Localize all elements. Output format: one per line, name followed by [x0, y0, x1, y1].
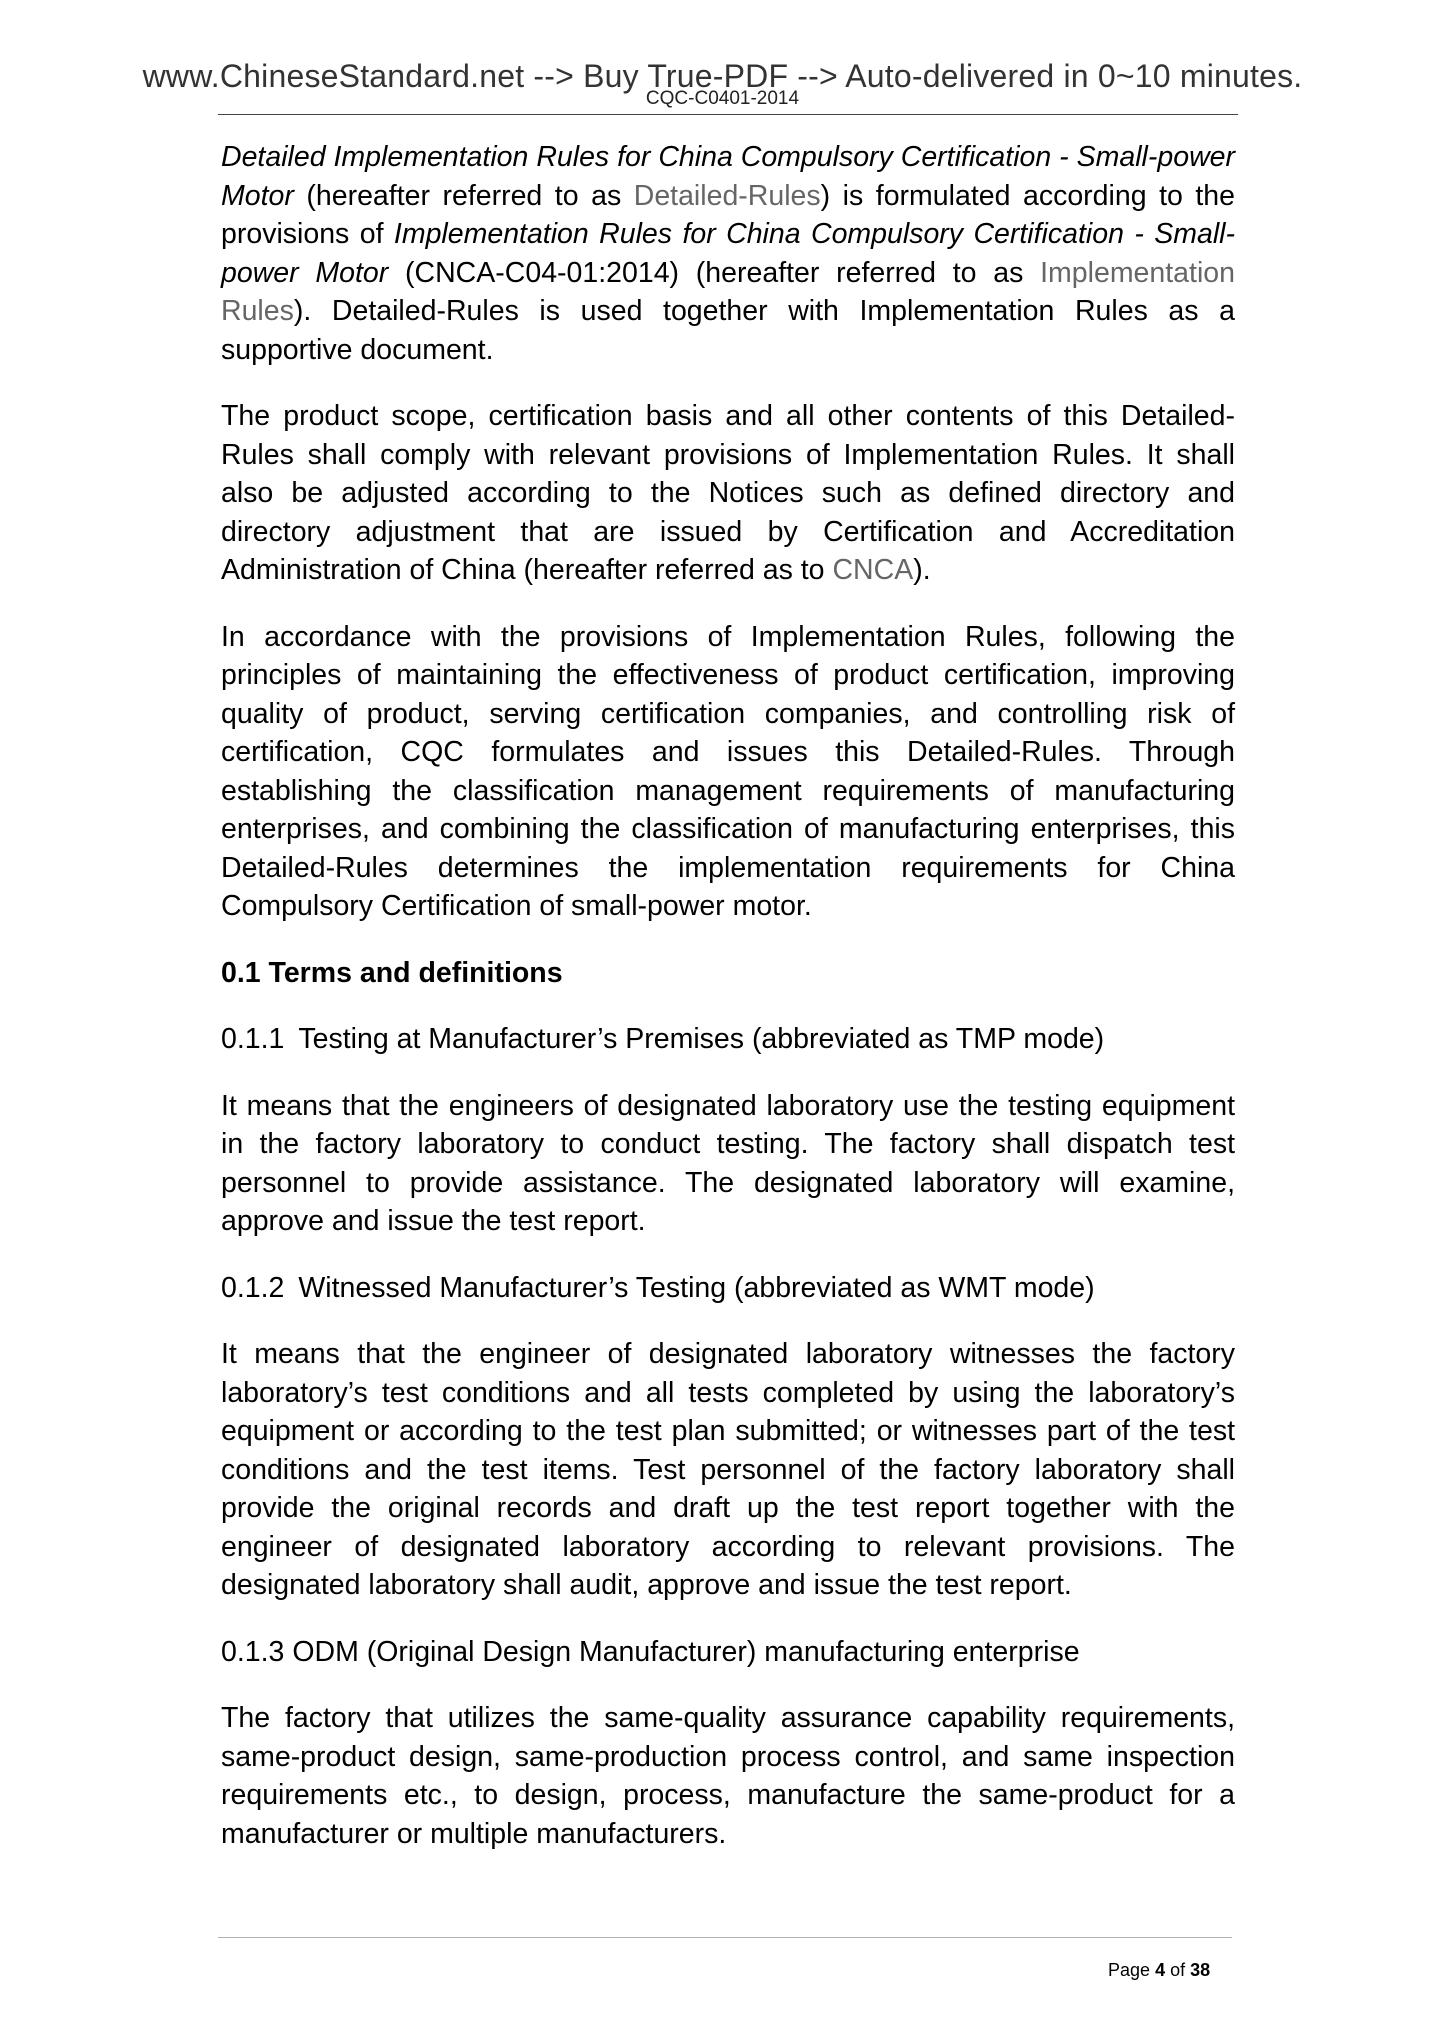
- clause-body-0-1-3: The factory that utilizes the same-quality assurance capability requirements, same-product design, same-production process control, and same inspection requirements etc., to design, process, manufacture the same-product for a manufacturer or multiple manufacturers.: [221, 1702, 1235, 1850]
- intro-paragraph-3: In accordance with the provisions of Implementation Rules, following the principles of maintaining the effectiveness of product certification, improving quality of product, serving certification companies, and controlling risk of certification, CQC formulates and issues this Detailed-Rules. Through establishing the classification management requirements of manufacturing enterprises, and combining the classification of manufacturing enterprises, this Detailed-Rules determines the implementation requirements for China Compulsory Certification of small-power motor.: [221, 620, 1235, 922]
- clause-title: Witnessed Manufacturer’s Testing (abbreviated as WMT mode): [298, 1271, 1095, 1304]
- detailed-rules-reference: Detailed-Rules: [633, 179, 821, 212]
- intro-paragraph-1: [221, 138, 1235, 369]
- document-code: CQC-C0401-2014: [645, 88, 800, 109]
- text-span: ) is formulated according to the provisions of: [221, 179, 1235, 250]
- page-of: of: [1170, 1960, 1186, 1980]
- text-span: ).: [913, 554, 931, 586]
- text-span: (CNCA-C04-01:2014) (hereafter referred to as: [388, 256, 1041, 289]
- text-span: (hereafter referred to as: [293, 179, 634, 212]
- clause-body-0-1-2: It means that the engineer of designated laboratory witnesses the factory laboratory’s test conditions and all tests completed by using the laboratory’s equipment or according to the test plan submitted; or witnesses part of the test conditions and the test items. Test personnel of the factory laboratory shall provide the original records and draft up the test report together with the engineer of designated laboratory according to relevant provisions. The designated laboratory shall audit, approve and issue the test report.: [221, 1338, 1235, 1601]
- clause-heading-0-1-1: [221, 1020, 1235, 1059]
- clause-number: 0.1.1: [221, 1023, 285, 1055]
- text-span: ). Detailed-Rules is used together with Implementation Rules as a supportive document.: [221, 295, 1235, 366]
- intro-paragraph-2: [221, 397, 1235, 590]
- header-divider: [218, 114, 1238, 115]
- page-current: 4: [1155, 1960, 1166, 1980]
- implementation-rules-reference: Implementation Rules: [221, 256, 1235, 327]
- implementation-rules-title-italic: Implementation Rules for China Compulsory Certification - Small-power Motor: [221, 218, 1235, 289]
- rules-title-italic: Detailed Implementation Rules for China Compulsory Certification - Small-power Motor: [221, 141, 1235, 212]
- clause-heading-0-1-2: [221, 1269, 1235, 1308]
- page-label: Page: [1108, 1960, 1151, 1980]
- watermark-banner: www.ChineseStandard.net --> Buy True-PDF --> Auto-delivered in 0~10 minutes.: [142, 58, 1303, 94]
- document-body: [221, 138, 1235, 1881]
- clause-body-0-1-1: It means that the engineers of designated laboratory use the testing equipment in the factory laboratory to conduct testing. The factory shall dispatch test personnel to provide assistance. The designated laboratory will examine, approve and issue the test report.: [221, 1089, 1235, 1237]
- text-span: The product scope, certification basis and all other contents of this Detailed-Rules shall comply with relevant provisions of Implementation Rules. It shall also be adjusted according to the Notices such as defined directory and directory adjustment that are issued by Certification and Accreditation Administration of China (hereafter referred as to: [221, 400, 1235, 586]
- clause-title: Testing at Manufacturer’s Premises (abbreviated as TMP mode): [298, 1023, 1105, 1055]
- section-heading: 0.1 Terms and definitions: [221, 956, 563, 989]
- footer-divider: [218, 1937, 1232, 1938]
- clause-heading-0-1-3: [221, 1633, 1235, 1672]
- clause-title: ODM (Original Design Manufacturer) manufacturing enterprise: [292, 1635, 1080, 1668]
- cnca-reference: CNCA: [832, 554, 914, 586]
- clause-number: 0.1.2: [221, 1271, 285, 1304]
- page-total: 38: [1190, 1960, 1211, 1980]
- page-number: [1108, 1960, 1210, 1981]
- clause-number: 0.1.3: [221, 1635, 285, 1668]
